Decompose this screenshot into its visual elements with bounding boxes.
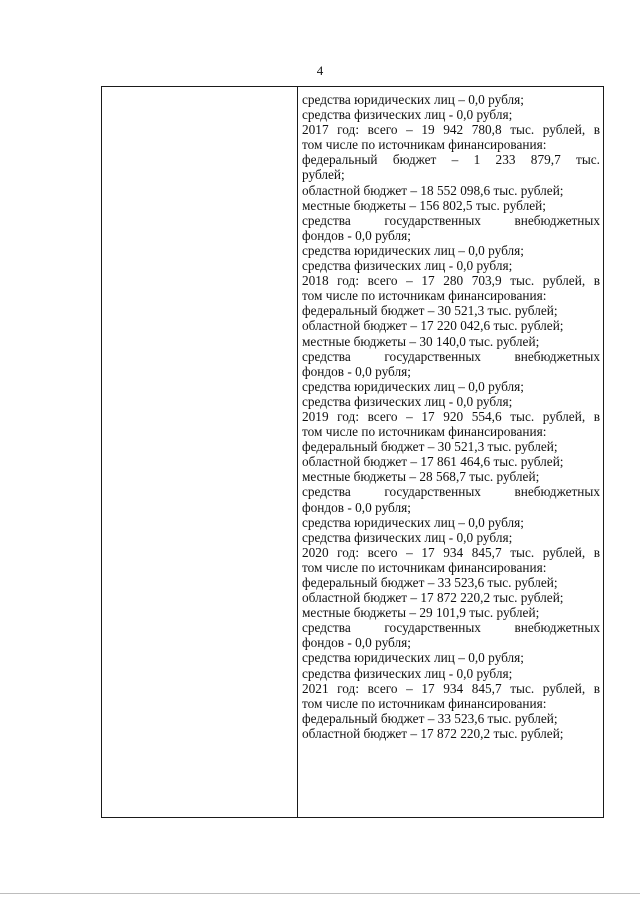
text-line: том числе по источникам финансирования: [302, 424, 547, 440]
text-line: средства юридических лиц – 0,0 рубля; [302, 92, 524, 107]
text-line: средства государственных внебюджетных [302, 348, 600, 364]
text-line: федеральный бюджет – 33 523,6 тыс. рублей; [302, 710, 558, 726]
text-line: том числе по источникам финансирования: [302, 288, 547, 304]
text-line: 2018 год: всего – 17 280 703,9 тыс. рублей, в [302, 273, 600, 289]
text-line: том числе по источникам финансирования: [302, 559, 547, 575]
text-line: местные бюджеты – 30 140,0 тыс. рублей; [302, 333, 540, 349]
text-line: 2021 год: всего – 17 934 845,7 тыс. рублей, в [302, 680, 600, 696]
text-line: 2020 год: всего – 17 934 845,7 тыс. рублей, в [302, 544, 600, 560]
text-line: фондов - 0,0 рубля; [302, 499, 411, 515]
text-line: федеральный бюджет – 33 523,6 тыс. рублей; [302, 575, 558, 590]
text-line: фондов - 0,0 рубля; [302, 227, 411, 243]
text-line: средства юридических лиц – 0,0 рубля; [302, 650, 524, 666]
text-line: рублей; [302, 167, 345, 183]
text-line: 2019 год: всего – 17 920 554,6 тыс. рублей, в [302, 408, 600, 424]
text-line: средства юридических лиц – 0,0 рубля; [302, 514, 524, 530]
text-line: фондов - 0,0 рубля; [302, 363, 411, 379]
text-line: средства физических лиц - 0,0 рубля; [302, 529, 513, 545]
text-line: средства юридических лиц – 0,0 рубля; [302, 242, 524, 258]
text-line: областной бюджет – 17 872 220,2 тыс. рублей; [302, 590, 564, 606]
text-line: областной бюджет – 17 220 042,6 тыс. рублей; [302, 318, 564, 334]
text-line: местные бюджеты – 156 802,5 тыс. рублей; [302, 197, 546, 213]
page-number: 4 [316, 63, 324, 78]
text-line: том числе по источникам финансирования: [302, 137, 547, 153]
text-line: федеральный бюджет – 30 521,3 тыс. рублей; [302, 439, 558, 455]
text-line: областной бюджет – 17 872 220,2 тыс. рублей; [302, 725, 564, 741]
text-line: средства юридических лиц – 0,0 рубля; [302, 378, 524, 394]
text-line: областной бюджет – 18 552 098,6 тыс. рублей; [302, 182, 564, 198]
text-line: том числе по источникам финансирования: [302, 695, 547, 711]
text-line: средства физических лиц - 0,0 рубля; [302, 258, 513, 274]
text-line: местные бюджеты – 29 101,9 тыс. рублей; [302, 605, 540, 621]
table-right-cell [298, 87, 603, 817]
text-line: федеральный бюджет – 1 233 879,7 тыс. [302, 152, 600, 168]
text-line: местные бюджеты – 28 568,7 тыс. рублей; [302, 469, 540, 485]
text-line: средства физических лиц - 0,0 рубля; [302, 107, 513, 123]
page-bottom-rule [0, 893, 640, 894]
text-line: федеральный бюджет – 30 521,3 тыс. рублей; [302, 303, 558, 319]
text-line: средства физических лиц - 0,0 рубля; [302, 393, 513, 409]
text-line: средства государственных внебюджетных [302, 212, 600, 228]
text-line: средства государственных внебюджетных [302, 484, 600, 500]
text-line: фондов - 0,0 рубля; [302, 635, 411, 651]
funding-table [101, 86, 604, 818]
table-left-cell [102, 87, 298, 817]
text-line: 2017 год: всего – 19 942 780,8 тыс. рублей, в [302, 122, 600, 138]
text-line: средства государственных внебюджетных [302, 620, 600, 636]
text-line: средства физических лиц - 0,0 рубля; [302, 665, 513, 681]
text-line: областной бюджет – 17 861 464,6 тыс. рублей; [302, 454, 564, 470]
